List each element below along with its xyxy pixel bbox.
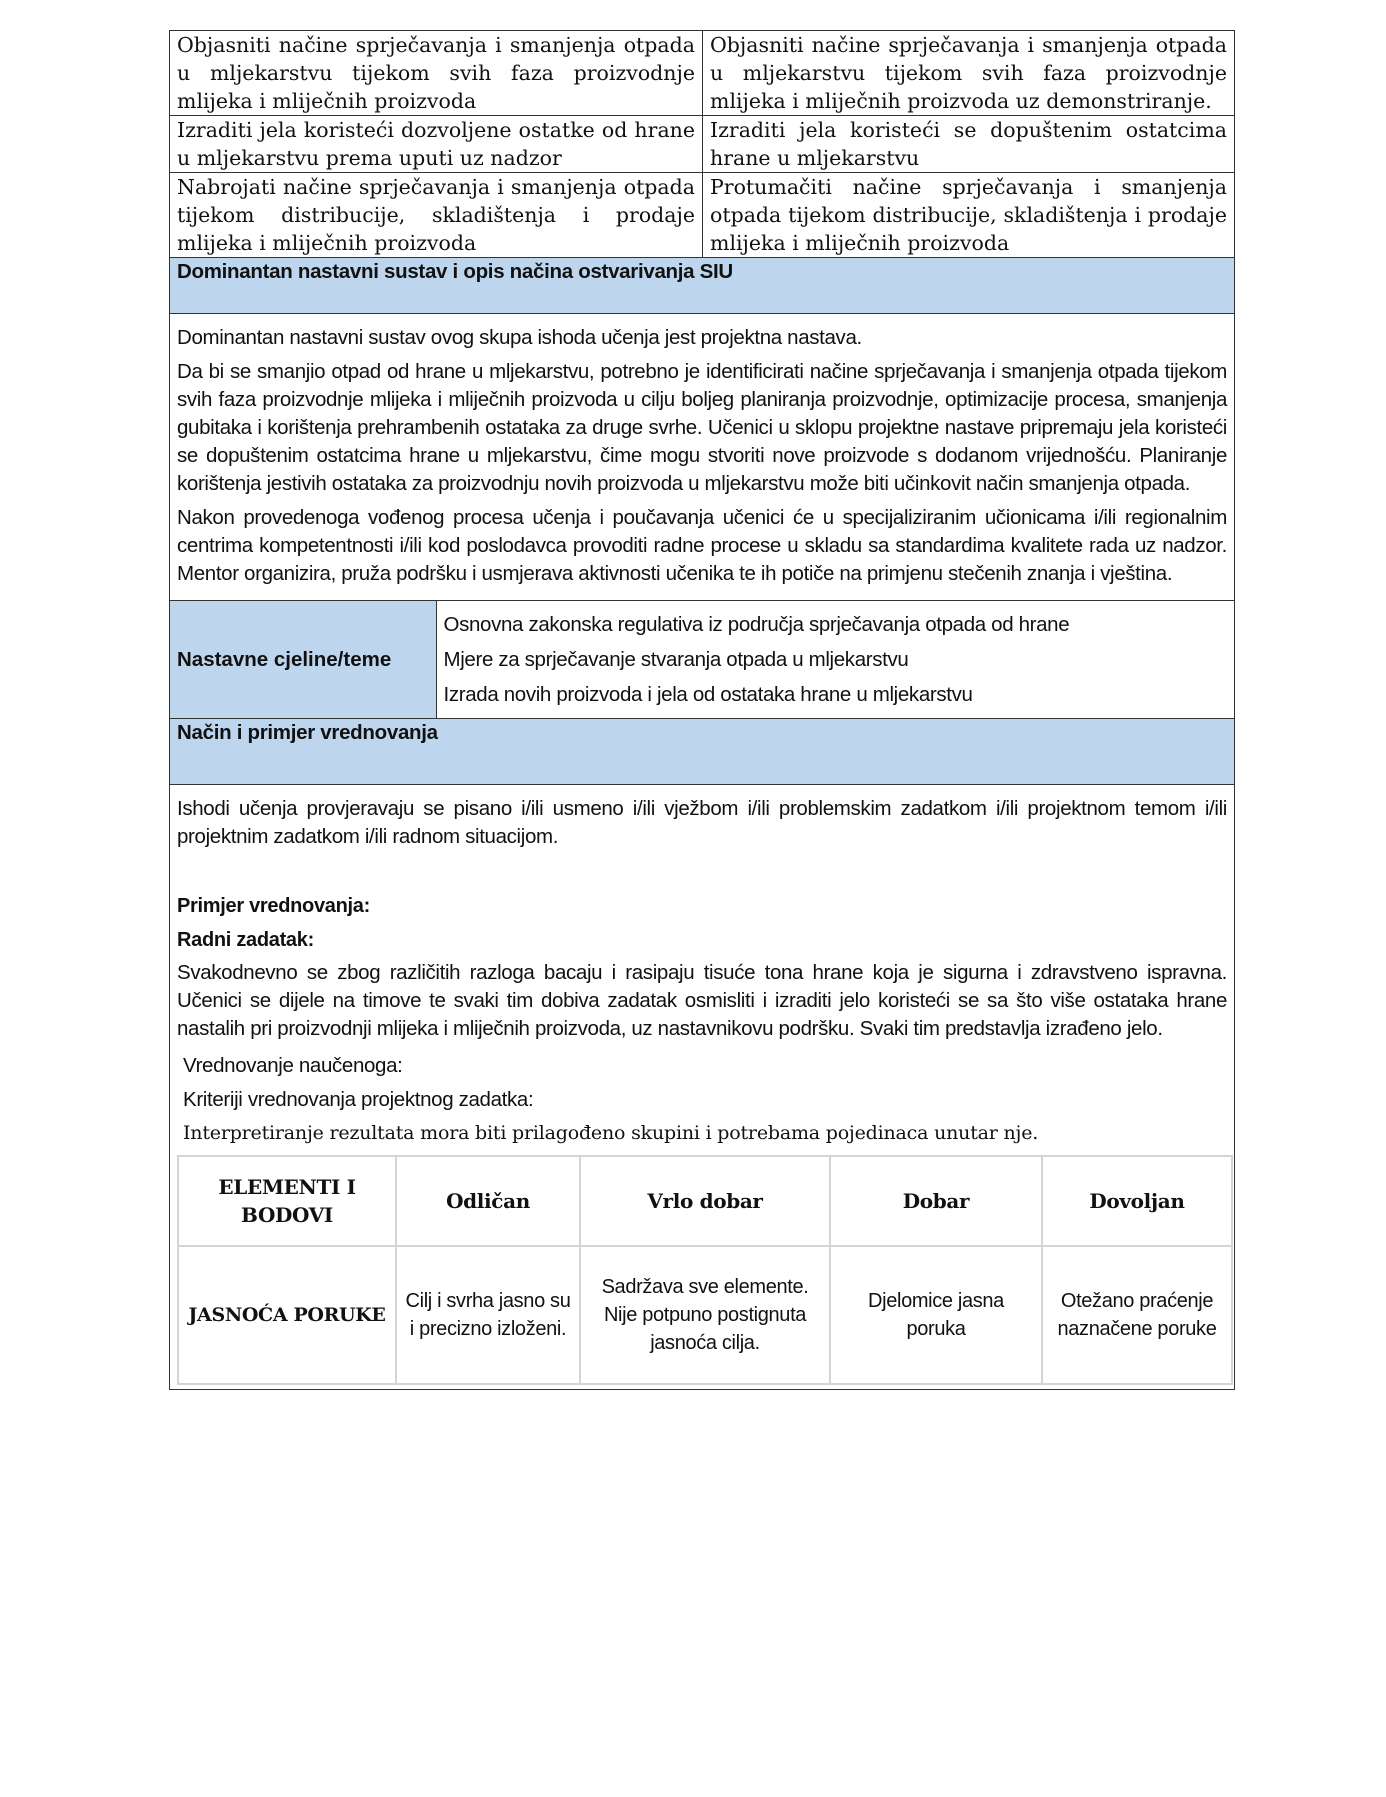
rubric-cell-sufficient: Otežano praćenje naznačene poruke [1042,1246,1232,1384]
topic-item: Osnovna zakonska regulativa iz područja sprječavanja otpada od hrane [443,613,1070,636]
rubric-header-sufficient: Dovoljan [1042,1156,1232,1246]
spacer [177,851,1227,891]
outcome-row [170,31,1235,116]
outcome-right: Izraditi jela koristeći se dopuštenim ostatcima hrane u mljekarstvu [703,116,1235,173]
section-header-row [170,258,1235,314]
rubric-header-elements: ELEMENTI I BODOVI [178,1156,396,1246]
rubric-header-row [178,1156,1232,1246]
rubric-element: JASNOĆA PORUKE [178,1246,396,1384]
task-label: Radni zadatak: [177,929,314,951]
dominant-system-row [170,314,1235,601]
rubric-cell-excellent: Cilj i svrha jasno su i precizno izloženi. [396,1246,580,1384]
learned-label: Vrednovanje naučenoga: [183,1054,403,1077]
outcome-left: Nabrojati načine sprječavanja i smanjenja otpada tijekom distribucije, skladištenja i prodaje mlijeka i mliječnih proizvoda [170,173,703,258]
outcome-right: Objasniti načine sprječavanja i smanjenja otpada u mljekarstvu tijekom svih faza proizvodnje mlijeka i mliječnih proizvoda uz demonstriranje. [703,31,1235,116]
evaluation-body [170,785,1235,1390]
outcome-row [170,116,1235,173]
dominant-system-body [170,314,1235,601]
rubric-header-good: Dobar [830,1156,1042,1246]
spacer [177,1385,1227,1389]
outcome-right: Protumačiti načine sprječavanja i smanjenja otpada tijekom distribucije, skladištenja i prodaje mlijeka i mliječnih proizvoda [703,173,1235,258]
rubric-table [177,1155,1233,1385]
outcome-left: Izraditi jela koristeći dozvoljene ostatke od hrane u mljekarstvu prema uputi uz nadzor [170,116,703,173]
evaluation-heading: Način i primjer vrednovanja [170,719,1235,785]
rubric-row [178,1246,1232,1384]
example-label: Primjer vrednovanja: [177,895,370,917]
topic-item: Izrada novih proizvoda i jela od ostataka hrane u mljekarstvu [443,683,973,706]
topics-list [436,601,1235,719]
rubric-cell-very-good: Sadržava sve elemente. Nije potpuno postignuta jasnoća cilja. [580,1246,830,1384]
topics-row [170,601,1235,719]
interpretation-text: Interpretiranje rezultata mora biti prilagođeno skupini i potrebama pojedinaca unutar nje. [183,1122,1039,1144]
curriculum-table [169,30,1235,1390]
paragraph: Nakon provedenoga vođenog procesa učenja i poučavanja učenici će u specijaliziranim učionicama i/ili regionalnim centrima kompetentnosti i/ili kod poslodavca provoditi radne procese u skladu sa standardima kvalitete rada uz nadzor. Mentor organizira, pruža podršku i usmjerava aktivnosti učenika te ih potiče na primjenu stečenih znanja i vještina. [177,506,1227,585]
topic-item: Mjere za sprječavanje stvaranja otpada u mljekarstvu [443,648,909,671]
dominant-system-heading: Dominantan nastavni sustav i opis načina ostvarivanja SIU [170,258,1235,314]
evaluation-row [170,785,1235,1390]
rubric-header-very-good: Vrlo dobar [580,1156,830,1246]
rubric-cell-good: Djelomice jasna poruka [830,1246,1042,1384]
task-text: Svakodnevno se zbog različitih razloga bacaju i rasipaju tisuće tona hrane koja je sigurna i zdravstveno ispravna. Učenici se dijele na timove te svaki tim dobiva zadatak osmisliti i izraditi jelo koristeći se sa što više ostataka hrane nastalih pri proizvodnji mlijeka i mliječnih proizvoda, uz nastavnikovu podršku. Svaki tim predstavlja izrađeno jelo. [177,961,1227,1040]
criteria-label: Kriteriji vrednovanja projektnog zadatka: [183,1088,534,1111]
paragraph: Da bi se smanjio otpad od hrane u mljekarstvu, potrebno je identificirati načine sprječavanja i smanjenja otpada tijekom svih faza proizvodnje mlijeka i mliječnih proizvoda u cilju boljeg planiranja proizvodnje, optimizacije procesa, smanjenja gubitaka i korištenja prehrambenih ostataka za druge svrhe. Učenici u sklopu projektne nastave pripremaju jela koristeći se dopuštenim ostatcima hrane u mljekarstvu, čime mogu stvoriti nove proizvode s dodanom vrijednošću. Planiranje korištenja jestivih ostataka za proizvodnju novih proizvoda u mljekarstvu može biti učinkovit način smanjenja otpada. [177,360,1227,495]
outcome-left: Objasniti načine sprječavanja i smanjenja otpada u mljekarstvu tijekom svih faza proizvodnje mlijeka i mliječnih proizvoda [170,31,703,116]
rubric-header-excellent: Odličan [396,1156,580,1246]
evaluation-intro: Ishodi učenja provjeravaju se pisano i/ili usmeno i/ili vježbom i/ili problemskim zadatkom i/ili projektnom temom i/ili projektnim zadatkom i/ili radnom situacijom. [177,797,1227,848]
section-header-row [170,719,1235,785]
paragraph: Dominantan nastavni sustav ovog skupa ishoda učenja jest projektna nastava. [177,326,862,349]
outcome-row [170,173,1235,258]
document-page [169,30,1235,1390]
topics-label: Nastavne cjeline/teme [170,601,437,719]
